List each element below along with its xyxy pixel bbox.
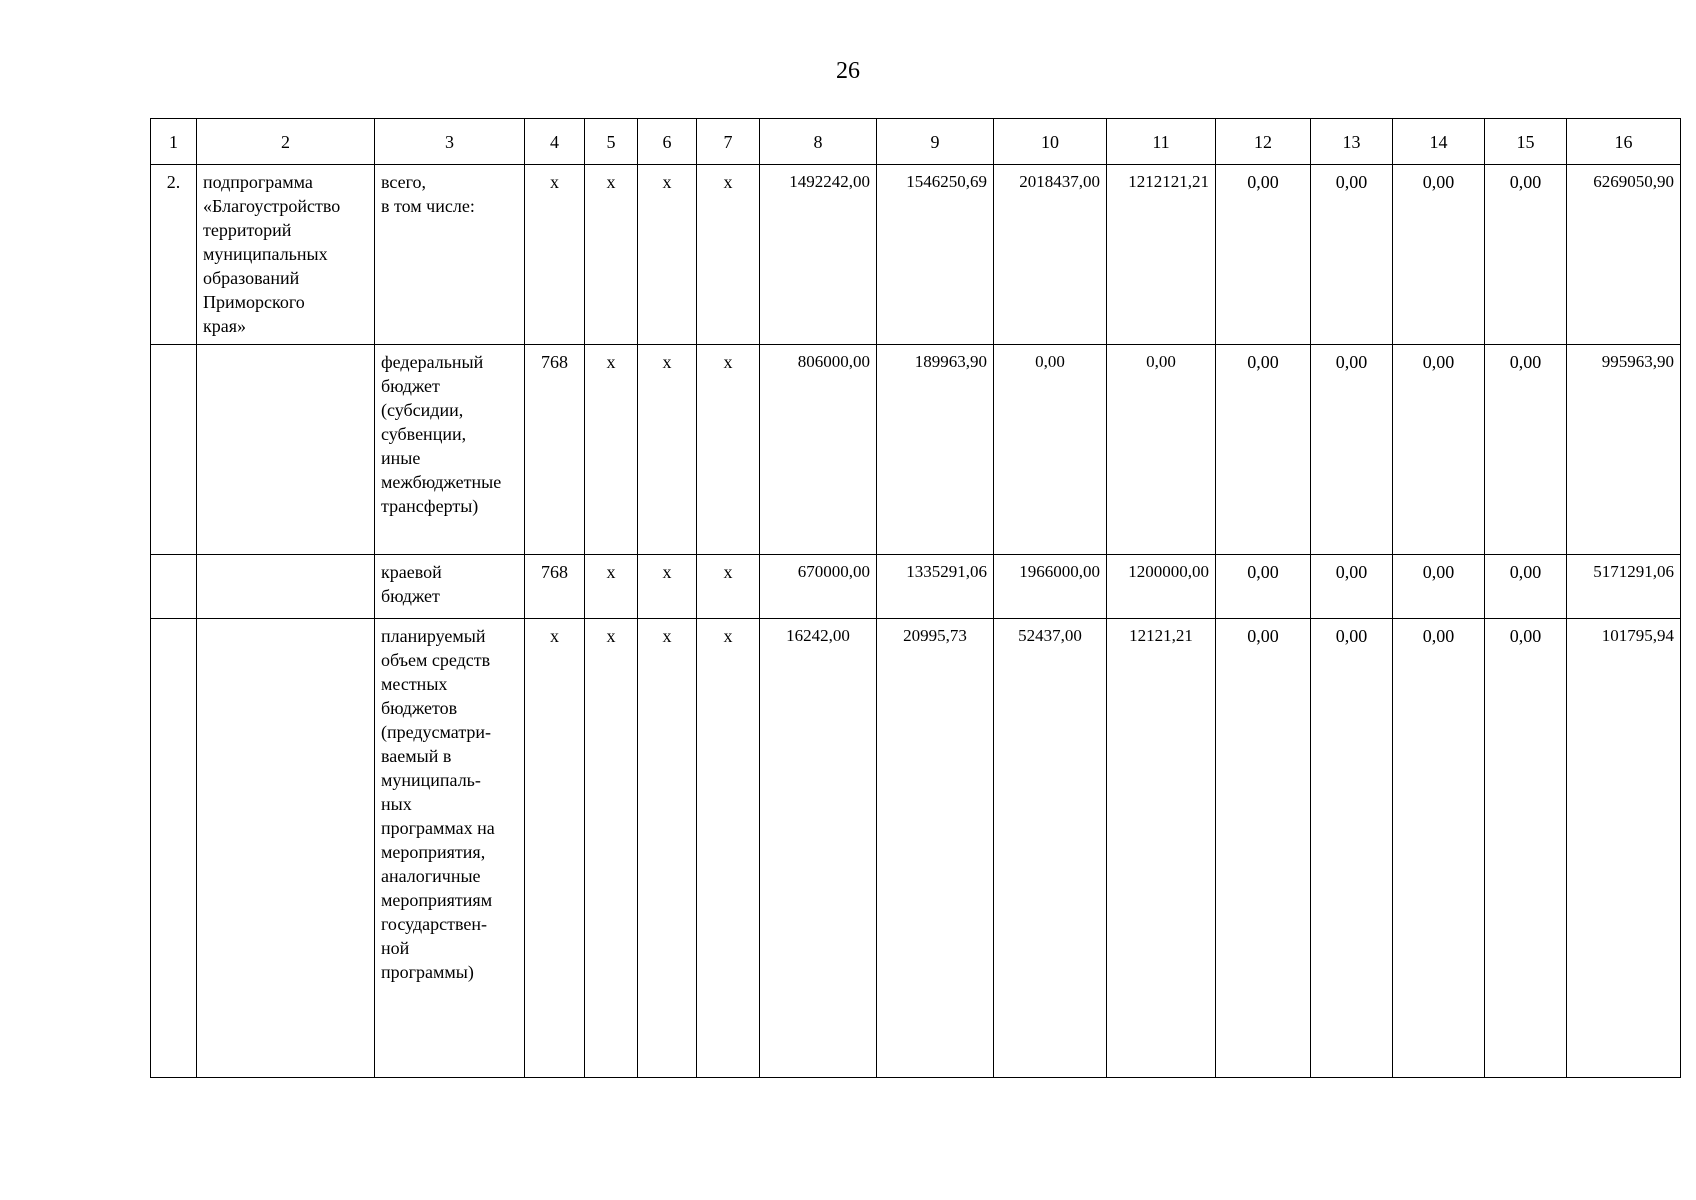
program-name: [197, 345, 375, 555]
funding-source: планируемый объем средств местных бюджетов (предусматри- ваемый в муниципаль- ных программах на мероприятия, аналогичные мероприятиям государствен- ной программы): [375, 618, 525, 1077]
header-cell: 1: [151, 119, 197, 165]
col-16-cell: 5171291,06: [1567, 555, 1681, 618]
col-5-cell: х: [585, 165, 638, 345]
col-12-cell: 0,00: [1216, 555, 1311, 618]
col-11-cell: 12121,21: [1107, 618, 1216, 1077]
col-11-cell: 1200000,00: [1107, 555, 1216, 618]
col-14-cell: 0,00: [1393, 345, 1485, 555]
col-12-cell: 0,00: [1216, 618, 1311, 1077]
row-number: [151, 618, 197, 1077]
col-6-cell: х: [638, 345, 697, 555]
col-13-cell: 0,00: [1311, 165, 1393, 345]
col-16-cell: 101795,94: [1567, 618, 1681, 1077]
row-number: 2.: [151, 165, 197, 345]
col-7-cell: х: [697, 618, 760, 1077]
col-6-cell: х: [638, 555, 697, 618]
col-13-cell: 0,00: [1311, 345, 1393, 555]
col-7-cell: х: [697, 165, 760, 345]
header-cell: 4: [525, 119, 585, 165]
table-row: [151, 618, 1681, 1077]
page-number: 26: [836, 58, 860, 84]
funding-source: федеральный бюджет (субсидии, субвенции, иные межбюджетные трансферты): [375, 345, 525, 555]
header-cell: 12: [1216, 119, 1311, 165]
header-cell: 3: [375, 119, 525, 165]
header-cell: 5: [585, 119, 638, 165]
funding-source: краевой бюджет: [375, 555, 525, 618]
col-15-cell: 0,00: [1485, 345, 1567, 555]
budget-table: [150, 118, 1681, 1078]
col-10-cell: 2018437,00: [994, 165, 1107, 345]
col-5-cell: х: [585, 345, 638, 555]
col-4-cell: 768: [525, 555, 585, 618]
col-7-cell: х: [697, 345, 760, 555]
col-8-cell: 16242,00: [760, 618, 877, 1077]
header-cell: 16: [1567, 119, 1681, 165]
header-cell: 11: [1107, 119, 1216, 165]
col-9-cell: 1335291,06: [877, 555, 994, 618]
col-14-cell: 0,00: [1393, 618, 1485, 1077]
col-10-cell: 1966000,00: [994, 555, 1107, 618]
col-14-cell: 0,00: [1393, 555, 1485, 618]
header-cell: 13: [1311, 119, 1393, 165]
col-4-cell: х: [525, 618, 585, 1077]
header-cell: 6: [638, 119, 697, 165]
col-13-cell: 0,00: [1311, 555, 1393, 618]
col-15-cell: 0,00: [1485, 165, 1567, 345]
header-row: [151, 119, 1681, 165]
table-row: [151, 555, 1681, 618]
col-4-cell: 768: [525, 345, 585, 555]
header-cell: 7: [697, 119, 760, 165]
col-5-cell: х: [585, 555, 638, 618]
header-cell: 10: [994, 119, 1107, 165]
col-16-cell: 995963,90: [1567, 345, 1681, 555]
col-12-cell: 0,00: [1216, 345, 1311, 555]
col-12-cell: 0,00: [1216, 165, 1311, 345]
funding-source: всего, в том числе:: [375, 165, 525, 345]
table-row: [151, 165, 1681, 345]
col-8-cell: 1492242,00: [760, 165, 877, 345]
col-14-cell: 0,00: [1393, 165, 1485, 345]
col-6-cell: х: [638, 618, 697, 1077]
col-5-cell: х: [585, 618, 638, 1077]
col-10-cell: 0,00: [994, 345, 1107, 555]
col-15-cell: 0,00: [1485, 555, 1567, 618]
col-13-cell: 0,00: [1311, 618, 1393, 1077]
program-name: [197, 618, 375, 1077]
row-number: [151, 345, 197, 555]
header-cell: 2: [197, 119, 375, 165]
col-6-cell: х: [638, 165, 697, 345]
col-16-cell: 6269050,90: [1567, 165, 1681, 345]
col-8-cell: 806000,00: [760, 345, 877, 555]
header-cell: 9: [877, 119, 994, 165]
col-10-cell: 52437,00: [994, 618, 1107, 1077]
header-cell: 14: [1393, 119, 1485, 165]
program-name: подпрограмма «Благоустройство территорий муниципальных образований Приморского края»: [197, 165, 375, 345]
col-11-cell: 1212121,21: [1107, 165, 1216, 345]
col-9-cell: 1546250,69: [877, 165, 994, 345]
row-number: [151, 555, 197, 618]
table-row: [151, 345, 1681, 555]
col-9-cell: 20995,73: [877, 618, 994, 1077]
col-9-cell: 189963,90: [877, 345, 994, 555]
program-name: [197, 555, 375, 618]
header-cell: 8: [760, 119, 877, 165]
col-7-cell: х: [697, 555, 760, 618]
header-cell: 15: [1485, 119, 1567, 165]
col-15-cell: 0,00: [1485, 618, 1567, 1077]
col-11-cell: 0,00: [1107, 345, 1216, 555]
col-8-cell: 670000,00: [760, 555, 877, 618]
col-4-cell: х: [525, 165, 585, 345]
